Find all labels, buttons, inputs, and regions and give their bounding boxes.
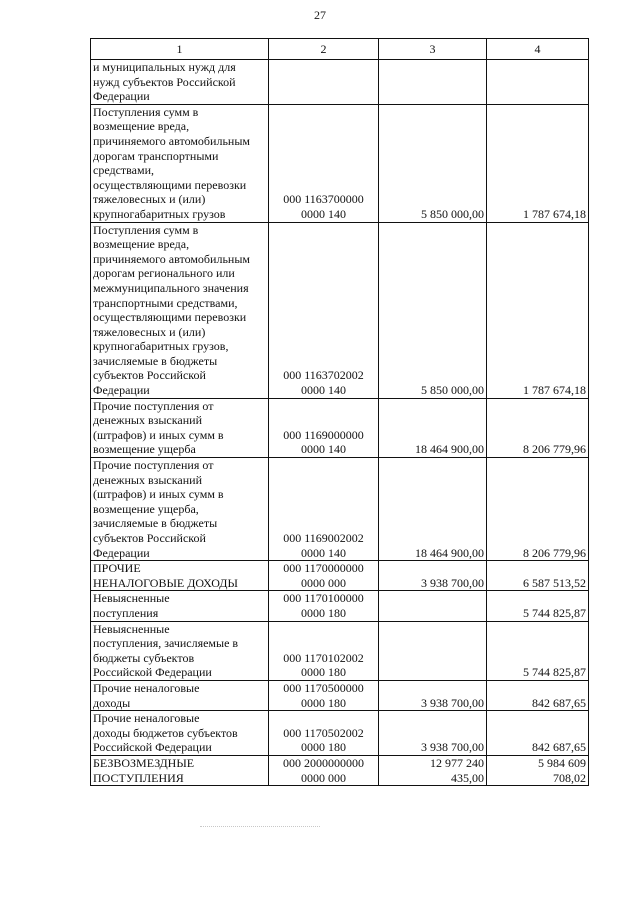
row-fact-cell: 6 587 513,52	[487, 561, 589, 591]
row-fact-cell: 5 744 825,87	[487, 621, 589, 680]
row-code-cell: 000 1163702002 0000 140	[269, 222, 379, 398]
table-row	[91, 680, 589, 710]
row-plan-cell: 5 850 000,00	[379, 222, 487, 398]
revenue-table	[90, 38, 589, 786]
row-plan-cell: 18 464 900,00	[379, 458, 487, 561]
row-name-cell: Прочие поступления от денежных взысканий (штрафов) и иных сумм в возмещение ущерба	[91, 398, 269, 457]
row-code-cell: 000 1170500000 0000 180	[269, 680, 379, 710]
header-cell-1: 1	[91, 39, 269, 60]
row-name-cell: БЕЗВОЗМЕЗДНЫЕ ПОСТУПЛЕНИЯ	[91, 755, 269, 785]
row-fact-cell: 8 206 779,96	[487, 398, 589, 457]
table-row	[91, 104, 589, 222]
row-plan-cell: 3 938 700,00	[379, 711, 487, 756]
row-fact-cell: 1 787 674,18	[487, 104, 589, 222]
row-plan-cell: 5 850 000,00	[379, 104, 487, 222]
table-row	[91, 591, 589, 621]
table-row	[91, 621, 589, 680]
row-name-cell: Прочие неналоговые доходы	[91, 680, 269, 710]
row-name-cell: Невыясненные поступления, зачисляемые в бюджеты субъектов Российской Федерации	[91, 621, 269, 680]
row-code-cell: 000 1170102002 0000 180	[269, 621, 379, 680]
row-name-cell: Поступления сумм в возмещение вреда, причиняемого автомобильным дорогам транспортными средствами, осуществляющими перевозки тяжеловесных и (или) крупногабаритных грузов	[91, 104, 269, 222]
row-plan-cell: 12 977 240 435,00	[379, 755, 487, 785]
row-fact-cell: 842 687,65	[487, 680, 589, 710]
row-code-cell: 000 1170000000 0000 000	[269, 561, 379, 591]
row-plan-cell	[379, 591, 487, 621]
table-row	[91, 398, 589, 457]
table-header-row	[91, 39, 589, 60]
row-fact-cell: 8 206 779,96	[487, 458, 589, 561]
row-code-cell: 000 1170100000 0000 180	[269, 591, 379, 621]
table-row	[91, 60, 589, 105]
row-code-cell	[269, 60, 379, 105]
table-row	[91, 222, 589, 398]
row-fact-cell: 842 687,65	[487, 711, 589, 756]
row-code-cell: 000 2000000000 0000 000	[269, 755, 379, 785]
row-plan-cell: 3 938 700,00	[379, 561, 487, 591]
row-plan-cell: 3 938 700,00	[379, 680, 487, 710]
row-code-cell: 000 1170502002 0000 180	[269, 711, 379, 756]
row-plan-cell	[379, 621, 487, 680]
table-row	[91, 561, 589, 591]
page-number: 27	[314, 8, 326, 22]
table-row	[91, 458, 589, 561]
row-name-cell: ПРОЧИЕ НЕНАЛОГОВЫЕ ДОХОДЫ	[91, 561, 269, 591]
header-cell-3: 3	[379, 39, 487, 60]
row-fact-cell: 1 787 674,18	[487, 222, 589, 398]
table-row	[91, 711, 589, 756]
header-cell-2: 2	[269, 39, 379, 60]
row-code-cell: 000 1163700000 0000 140	[269, 104, 379, 222]
row-name-cell: Невыясненные поступления	[91, 591, 269, 621]
row-plan-cell: 18 464 900,00	[379, 398, 487, 457]
header-cell-4: 4	[487, 39, 589, 60]
row-code-cell: 000 1169002002 0000 140	[269, 458, 379, 561]
row-code-cell: 000 1169000000 0000 140	[269, 398, 379, 457]
row-plan-cell	[379, 60, 487, 105]
row-name-cell: Прочие поступления от денежных взысканий (штрафов) и иных сумм в возмещение ущерба, зачисляемые в бюджеты субъектов Российской Федерации	[91, 458, 269, 561]
scan-artifact	[200, 826, 320, 829]
row-name-cell: Прочие неналоговые доходы бюджетов субъектов Российской Федерации	[91, 711, 269, 756]
row-fact-cell	[487, 60, 589, 105]
row-name-cell: и муниципальных нужд для нужд субъектов Российской Федерации	[91, 60, 269, 105]
row-fact-cell: 5 744 825,87	[487, 591, 589, 621]
table-row	[91, 755, 589, 785]
row-name-cell: Поступления сумм в возмещение вреда, причиняемого автомобильным дорогам регионального или межмуниципального значения транспортными средствами, осуществляющими перевозки тяжеловесных и (или) крупногабаритных грузов, зачисляемые в бюджеты субъектов Российской Федерации	[91, 222, 269, 398]
row-fact-cell: 5 984 609 708,02	[487, 755, 589, 785]
